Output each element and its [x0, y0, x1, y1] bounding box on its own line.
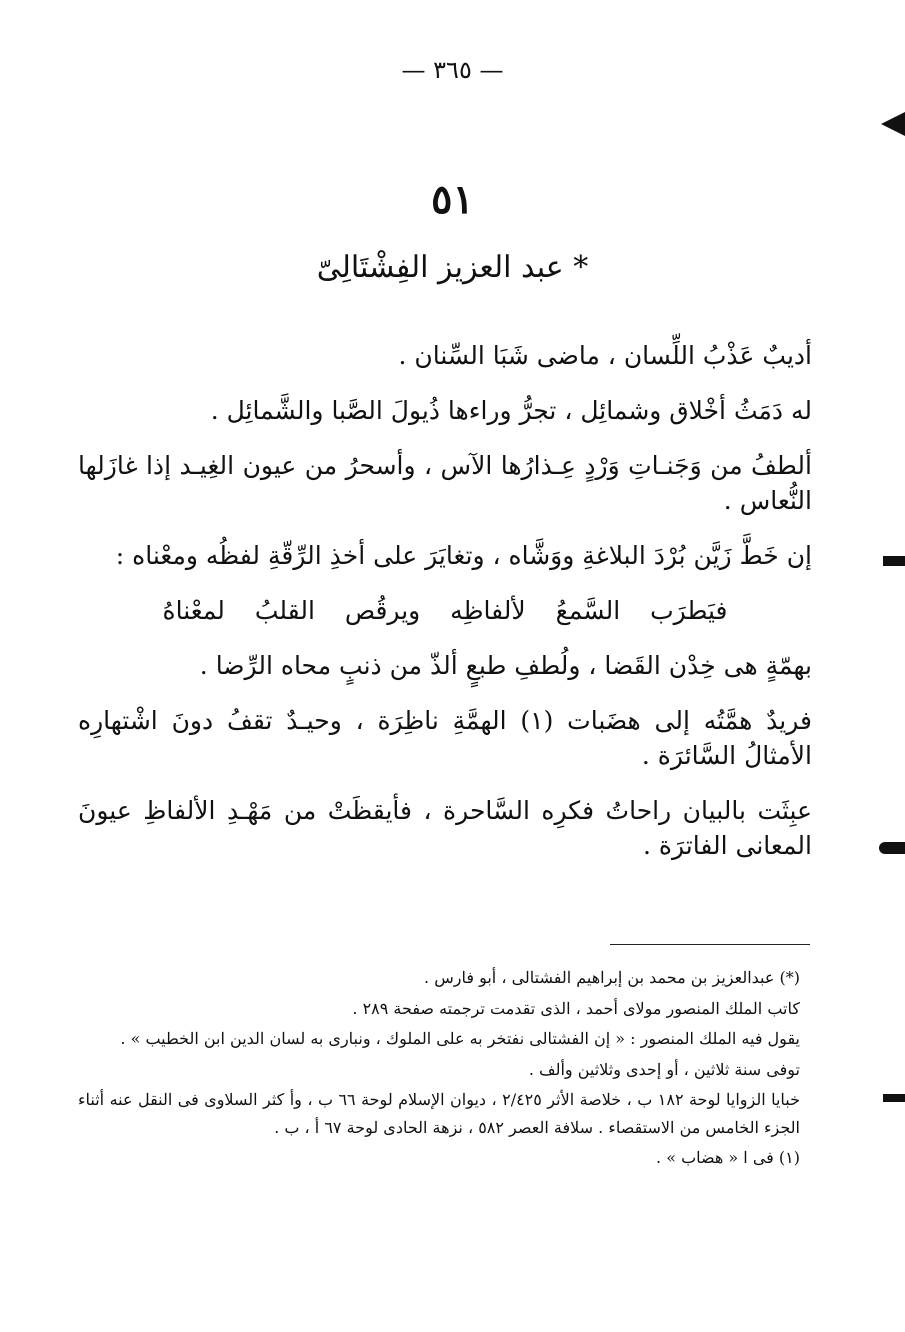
paragraph: بهمّةٍ هى خِدْن القَضا ، ولُطفِ طبعٍ ألذّ من ذنبٍ محاه الرِّضا .: [199, 651, 812, 680]
entry-title: عبد العزيز الفِشْتَالِىّ *: [316, 250, 589, 285]
paragraph: عبِثَت بالبيان راحاتُ فكرِه السَّاحرة ، فأيقظَتْ من مَهْـدِ الألفاظِ عيونَ المعانى الفاترَة .: [78, 796, 812, 860]
footnotes: [78, 964, 800, 1175]
footnote-divider: [610, 944, 810, 945]
paragraph: له دَمَثُ أخْلاق وشمائِل ، تجرُّ وراءها ذُيولَ الصَّبا والشَّمائِل .: [210, 396, 812, 425]
footnote: يقول فيه الملك المنصور : « إن الفشتالى نفتخر به على الملوك ، ونبارى به لسان الدين ابن الخطيب » .: [120, 1029, 800, 1049]
scan-edge-mark: [881, 112, 905, 136]
footnote: (١) فى ا « هضاب » .: [656, 1148, 800, 1168]
entry-number: ٥١: [431, 176, 474, 223]
paragraph: ألطفُ من وَجَنـاتِ وَرْدٍ عِـذارُها الآس ، وأسحرُ من عيون الغِيـد إذا غازَلها النُّعاس .: [78, 451, 812, 515]
scan-edge-mark: [883, 556, 905, 566]
scan-edge-mark: [879, 842, 905, 854]
paragraph: أديبٌ عَذْبُ اللِّسان ، ماضى شَبَا السِّنان .: [398, 341, 812, 370]
footnote: كاتب الملك المنصور مولاى أحمد ، الذى تقدمت ترجمته صفحة ٢٨٩ .: [352, 998, 800, 1018]
biography-text: [78, 338, 812, 883]
paragraph: فريدٌ همَّتُه إلى هضَبات (١) الهمَّةِ ناظِرَة ، وحيـدٌ تقفُ دونَ اشْتهارِه الأمثالُ السَّائرَة .: [78, 706, 812, 770]
page-number: — ٣٦٥ —: [401, 56, 504, 84]
footnote: توفى سنة ثلاثين ، أو إحدى وثلاثين وألف .: [528, 1059, 800, 1079]
scan-edge-mark: [883, 1094, 905, 1102]
paragraph: إن خَطَّ زَيَّن بُرْدَ البلاغةِ ووَشَّاه ، وتغايَرَ على أخذِ الرِّقّةِ لفظُه ومعْناه :: [115, 541, 812, 570]
footnote: خبايا الزوايا لوحة ١٨٢ ب ، خلاصة الأثر ٢/٤٢٥ ، ديوان الإسلام لوحة ٦٦ ب ، وأ كثر السلاوى فى النقل عنه أثناء الجزء الخامس من الاستقصاء . سلافة العصر ٥٨٢ ، نزهة الحادى لوحة ٦٧ أ ، ب .: [78, 1090, 801, 1137]
verse-line: فيَطرَب السَّمعُ لألفاظِه ويرقُص القلبُ لمعْناهُ: [162, 596, 728, 625]
footnote: (*) عبدالعزيز بن محمد بن إبراهيم الفشتالى ، أبو فارس .: [424, 968, 800, 987]
